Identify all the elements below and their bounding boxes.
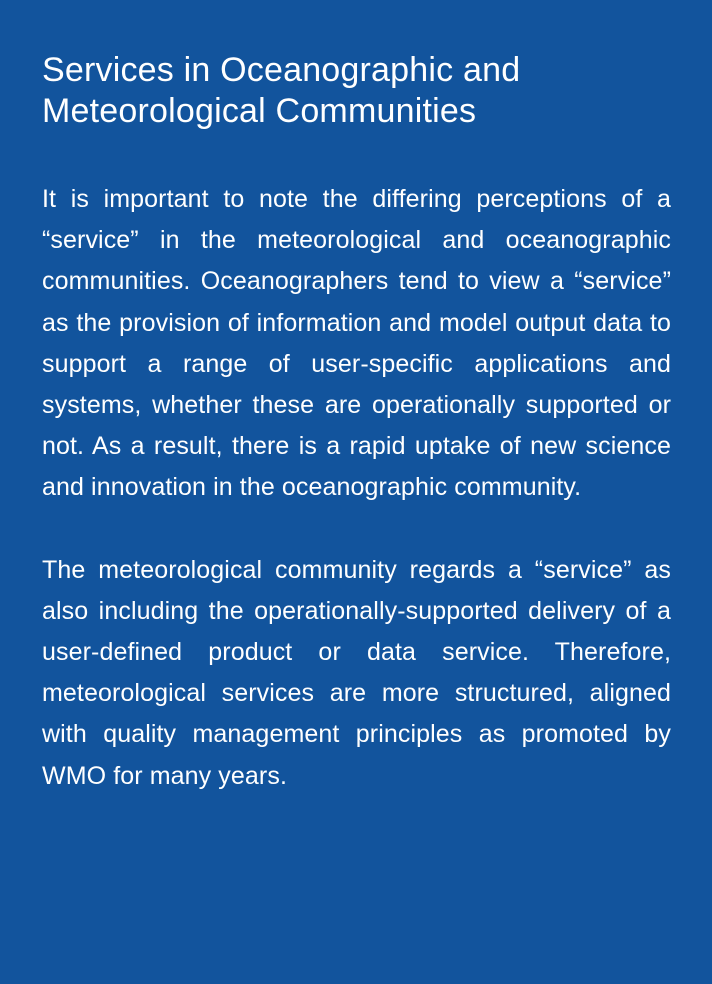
- box-body: [42, 179, 671, 797]
- box-title-line-1: Services in Oceanographic and: [42, 51, 521, 89]
- box-title-line-2: Meteorological Communities: [42, 92, 477, 130]
- paragraph-oceanographic-services: It is important to note the differing perceptions of a “service” in the meteorological and oceanographic communities. Oceanographers tend to view a “service” as the provision of information and model output data to support a range of user-specific applications and systems, whether these are operationally supported or not. As a result, there is a rapid uptake of new science and innovation in the oceanographic community.: [42, 185, 671, 502]
- box-title: [42, 50, 671, 132]
- paragraph-meteorological-services: The meteorological community regards a “service” as also including the operationally-supported delivery of a user-defined product or data service. Therefore, meteorological services are more structured, aligned with quality management principles as promoted by WMO for many years.: [42, 555, 671, 790]
